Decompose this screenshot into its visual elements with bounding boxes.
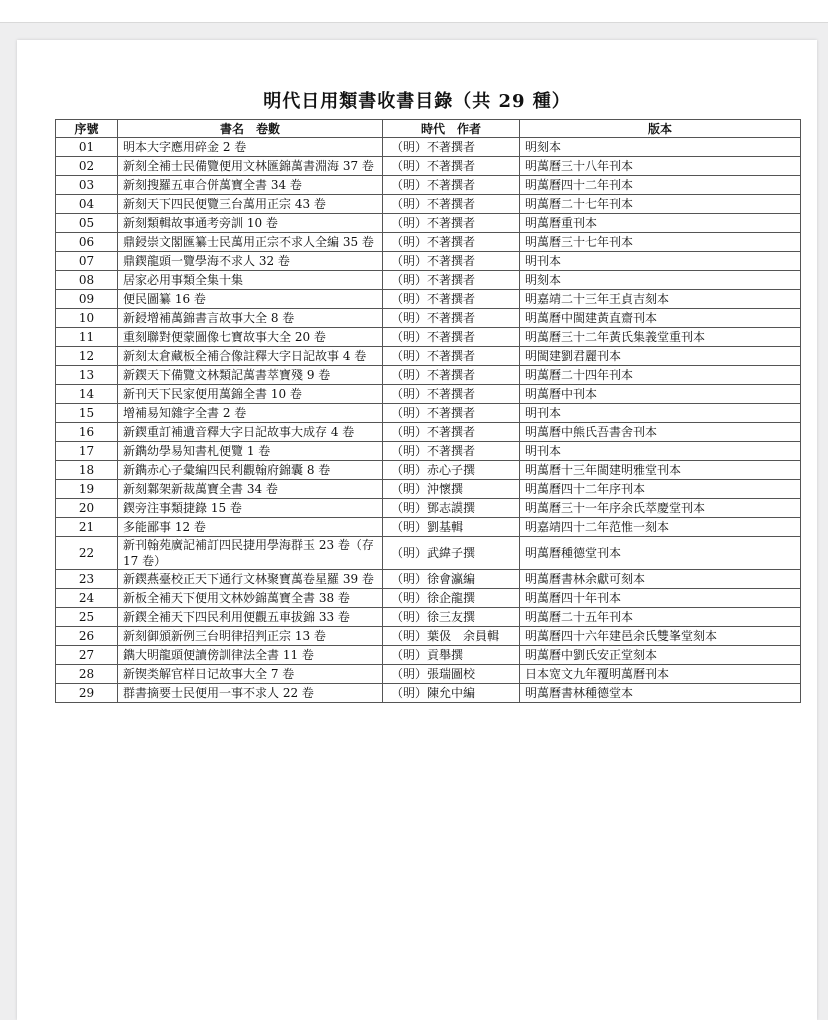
cell-edition: 明萬曆中熊氏吾書舍刊本 [520,423,801,442]
cell-edition: 明萬曆書林余獻可刻本 [520,570,801,589]
cell-number: 13 [56,366,118,385]
cell-title: 新锲类解官样日记故事大全 7 卷 [118,665,383,684]
cell-edition: 明萬曆中閩建黃直齋刊本 [520,309,801,328]
cell-title: 新刊天下民家便用萬錦全書 10 卷 [118,385,383,404]
cell-number: 09 [56,290,118,309]
cell-edition: 明萬曆重刊本 [520,214,801,233]
cell-number: 19 [56,480,118,499]
cell-number: 06 [56,233,118,252]
cell-number: 17 [56,442,118,461]
document-page [17,40,817,1020]
catalog-table [55,119,801,703]
cell-number: 11 [56,328,118,347]
table-row [56,271,801,290]
cell-edition: 明萬曆四十二年刊本 [520,176,801,195]
cell-author: （明）不著撰者 [383,195,520,214]
cell-author: （明）徐企龍撰 [383,589,520,608]
cell-title: 新刻全補士民備覽便用文林匯錦萬書淵海 37 卷 [118,157,383,176]
document-title: 明代日用類書收書目錄（共 29 種） [263,91,571,112]
table-row [56,518,801,537]
cell-title: 新板全補天下便用文林妙錦萬寶全書 38 卷 [118,589,383,608]
cell-edition: 明刊本 [520,252,801,271]
table-row [56,138,801,157]
cell-title: 增補易知雜字全書 2 卷 [118,404,383,423]
table-header-row [56,120,801,138]
header-title: 書名 卷數 [118,120,383,138]
cell-title: 重刻聯對便蒙圖像七寶故事大全 20 卷 [118,328,383,347]
cell-edition: 明萬曆三十二年黃氏集義堂重刊本 [520,328,801,347]
cell-title: 新刻御頒新例三台明律招判正宗 13 卷 [118,627,383,646]
cell-author: （明）不著撰者 [383,328,520,347]
cell-number: 29 [56,684,118,703]
cell-edition: 明嘉靖四十二年范惟一刻本 [520,518,801,537]
table-body [56,138,801,703]
cell-title: 新刻類輯故事通考旁訓 10 卷 [118,214,383,233]
cell-author: （明）張瑞圖校 [383,665,520,684]
cell-edition: 明萬曆三十一年序余氏萃慶堂刊本 [520,499,801,518]
cell-number: 05 [56,214,118,233]
cell-title: 新刻鄴架新裁萬寶全書 34 卷 [118,480,383,499]
cell-number: 01 [56,138,118,157]
cell-title: 新鍥重訂補遺音釋大字日記故事大成存 4 卷 [118,423,383,442]
cell-number: 20 [56,499,118,518]
cell-edition: 明萬曆種德堂刊本 [520,537,801,570]
cell-author: （明）不著撰者 [383,385,520,404]
cell-title: 新鋟增補萬錦書言故事大全 8 卷 [118,309,383,328]
cell-author: （明）沖懷撰 [383,480,520,499]
cell-title: 明本大字應用碎金 2 卷 [118,138,383,157]
cell-author: （明）劉基輯 [383,518,520,537]
table-row [56,157,801,176]
table-row [56,195,801,214]
cell-number: 02 [56,157,118,176]
top-bar [0,0,828,23]
cell-author: （明）葉伋 余員輯 [383,627,520,646]
table-row [56,328,801,347]
table-row [56,214,801,233]
cell-author: （明）不著撰者 [383,309,520,328]
header-author: 時代 作者 [383,120,520,138]
cell-number: 14 [56,385,118,404]
cell-author: （明）鄧志謨撰 [383,499,520,518]
cell-author: （明）不著撰者 [383,404,520,423]
cell-title: 新刻搜羅五車合併萬寶全書 34 卷 [118,176,383,195]
cell-author: （明）不著撰者 [383,233,520,252]
cell-edition: 明萬曆中刊本 [520,385,801,404]
cell-edition: 明刻本 [520,271,801,290]
cell-number: 04 [56,195,118,214]
table-row [56,385,801,404]
cell-title: 鐫大明龍頭便讀傍訓律法全書 11 卷 [118,646,383,665]
cell-edition: 明萬曆中劉氏安正堂刻本 [520,646,801,665]
cell-title: 新刻天下四民便覽三台萬用正宗 43 卷 [118,195,383,214]
cell-number: 21 [56,518,118,537]
cell-edition: 明萬曆二十五年刊本 [520,608,801,627]
cell-author: （明）不著撰者 [383,252,520,271]
table-row [56,423,801,442]
cell-author: （明）不著撰者 [383,157,520,176]
cell-edition: 明刊本 [520,404,801,423]
table-row [56,684,801,703]
cell-number: 24 [56,589,118,608]
cell-title: 便民圖纂 16 卷 [118,290,383,309]
cell-title: 新鐫赤心子彙編四民利觀翰府錦囊 8 卷 [118,461,383,480]
cell-title: 新刻太倉藏板全補合像註釋大字日記故事 4 卷 [118,347,383,366]
cell-title: 群書摘要士民便用一事不求人 22 卷 [118,684,383,703]
cell-number: 18 [56,461,118,480]
table-row [56,290,801,309]
cell-title: 居家必用事類全集十集 [118,271,383,290]
table-row [56,665,801,684]
cell-number: 27 [56,646,118,665]
cell-author: （明）不著撰者 [383,138,520,157]
table-row [56,366,801,385]
cell-title: 新鍥全補天下四民利用便觀五車拔錦 33 卷 [118,608,383,627]
cell-edition: 明萬曆三十八年刊本 [520,157,801,176]
table-row [56,309,801,328]
cell-author: （明）不著撰者 [383,271,520,290]
cell-author: （明）徐會瀛編 [383,570,520,589]
cell-author: （明）不著撰者 [383,214,520,233]
cell-title: 多能鄙事 12 卷 [118,518,383,537]
table-row [56,461,801,480]
table-row [56,570,801,589]
table-row [56,646,801,665]
cell-number: 16 [56,423,118,442]
cell-number: 12 [56,347,118,366]
cell-author: （明）不著撰者 [383,423,520,442]
table-row [56,347,801,366]
table-row [56,233,801,252]
cell-author: （明）赤心子撰 [383,461,520,480]
table-row [56,627,801,646]
cell-number: 15 [56,404,118,423]
table-row [56,252,801,271]
cell-title: 新鐫幼學易知書札便覽 1 卷 [118,442,383,461]
cell-number: 26 [56,627,118,646]
header-number: 序號 [56,120,118,138]
cell-number: 07 [56,252,118,271]
cell-edition: 明萬曆四十年刊本 [520,589,801,608]
cell-title: 新鍥天下備覽文林類記萬書萃寶殘 9 卷 [118,366,383,385]
cell-number: 22 [56,537,118,570]
cell-edition: 明萬曆三十七年刊本 [520,233,801,252]
cell-edition: 明萬曆二十七年刊本 [520,195,801,214]
cell-edition: 明刻本 [520,138,801,157]
cell-title: 鍥旁注事類捷錄 15 卷 [118,499,383,518]
cell-edition: 日本宽文九年覆明萬曆刊本 [520,665,801,684]
table-row [56,499,801,518]
cell-edition: 明萬曆書林種德堂本 [520,684,801,703]
cell-number: 28 [56,665,118,684]
cell-number: 23 [56,570,118,589]
cell-edition: 明萬曆二十四年刊本 [520,366,801,385]
cell-edition: 明萬曆四十六年建邑余氏雙峯堂刻本 [520,627,801,646]
table-row [56,442,801,461]
cell-number: 10 [56,309,118,328]
cell-author: （明）不著撰者 [383,442,520,461]
cell-author: （明）貢舉撰 [383,646,520,665]
cell-edition: 明閩建劉君麗刊本 [520,347,801,366]
cell-edition: 明刊本 [520,442,801,461]
cell-author: （明）武緯子撰 [383,537,520,570]
cell-number: 25 [56,608,118,627]
cell-number: 08 [56,271,118,290]
cell-author: （明）陳允中編 [383,684,520,703]
cell-title: 鼎鍥龍頭一覽學海不求人 32 卷 [118,252,383,271]
header-edition: 版本 [520,120,801,138]
table-row [56,537,801,570]
cell-edition: 明嘉靖二十三年王貞吉刻本 [520,290,801,309]
table-row [56,589,801,608]
cell-author: （明）不著撰者 [383,366,520,385]
table-row [56,404,801,423]
table-row [56,176,801,195]
cell-title: 新刊翰苑廣記補訂四民捷用學海群玉 23 卷（存 17 卷） [118,537,383,570]
table-row [56,608,801,627]
cell-title: 新鍥燕臺校正天下通行文林聚寶萬卷星羅 39 卷 [118,570,383,589]
cell-number: 03 [56,176,118,195]
cell-author: （明）不著撰者 [383,347,520,366]
cell-author: （明）不著撰者 [383,176,520,195]
cell-edition: 明萬曆十三年閩建明雅堂刊本 [520,461,801,480]
cell-author: （明）不著撰者 [383,290,520,309]
cell-title: 鼎鋟崇文閣匯纂士民萬用正宗不求人全編 35 卷 [118,233,383,252]
cell-edition: 明萬曆四十二年序刊本 [520,480,801,499]
cell-author: （明）徐三友撰 [383,608,520,627]
table-row [56,480,801,499]
